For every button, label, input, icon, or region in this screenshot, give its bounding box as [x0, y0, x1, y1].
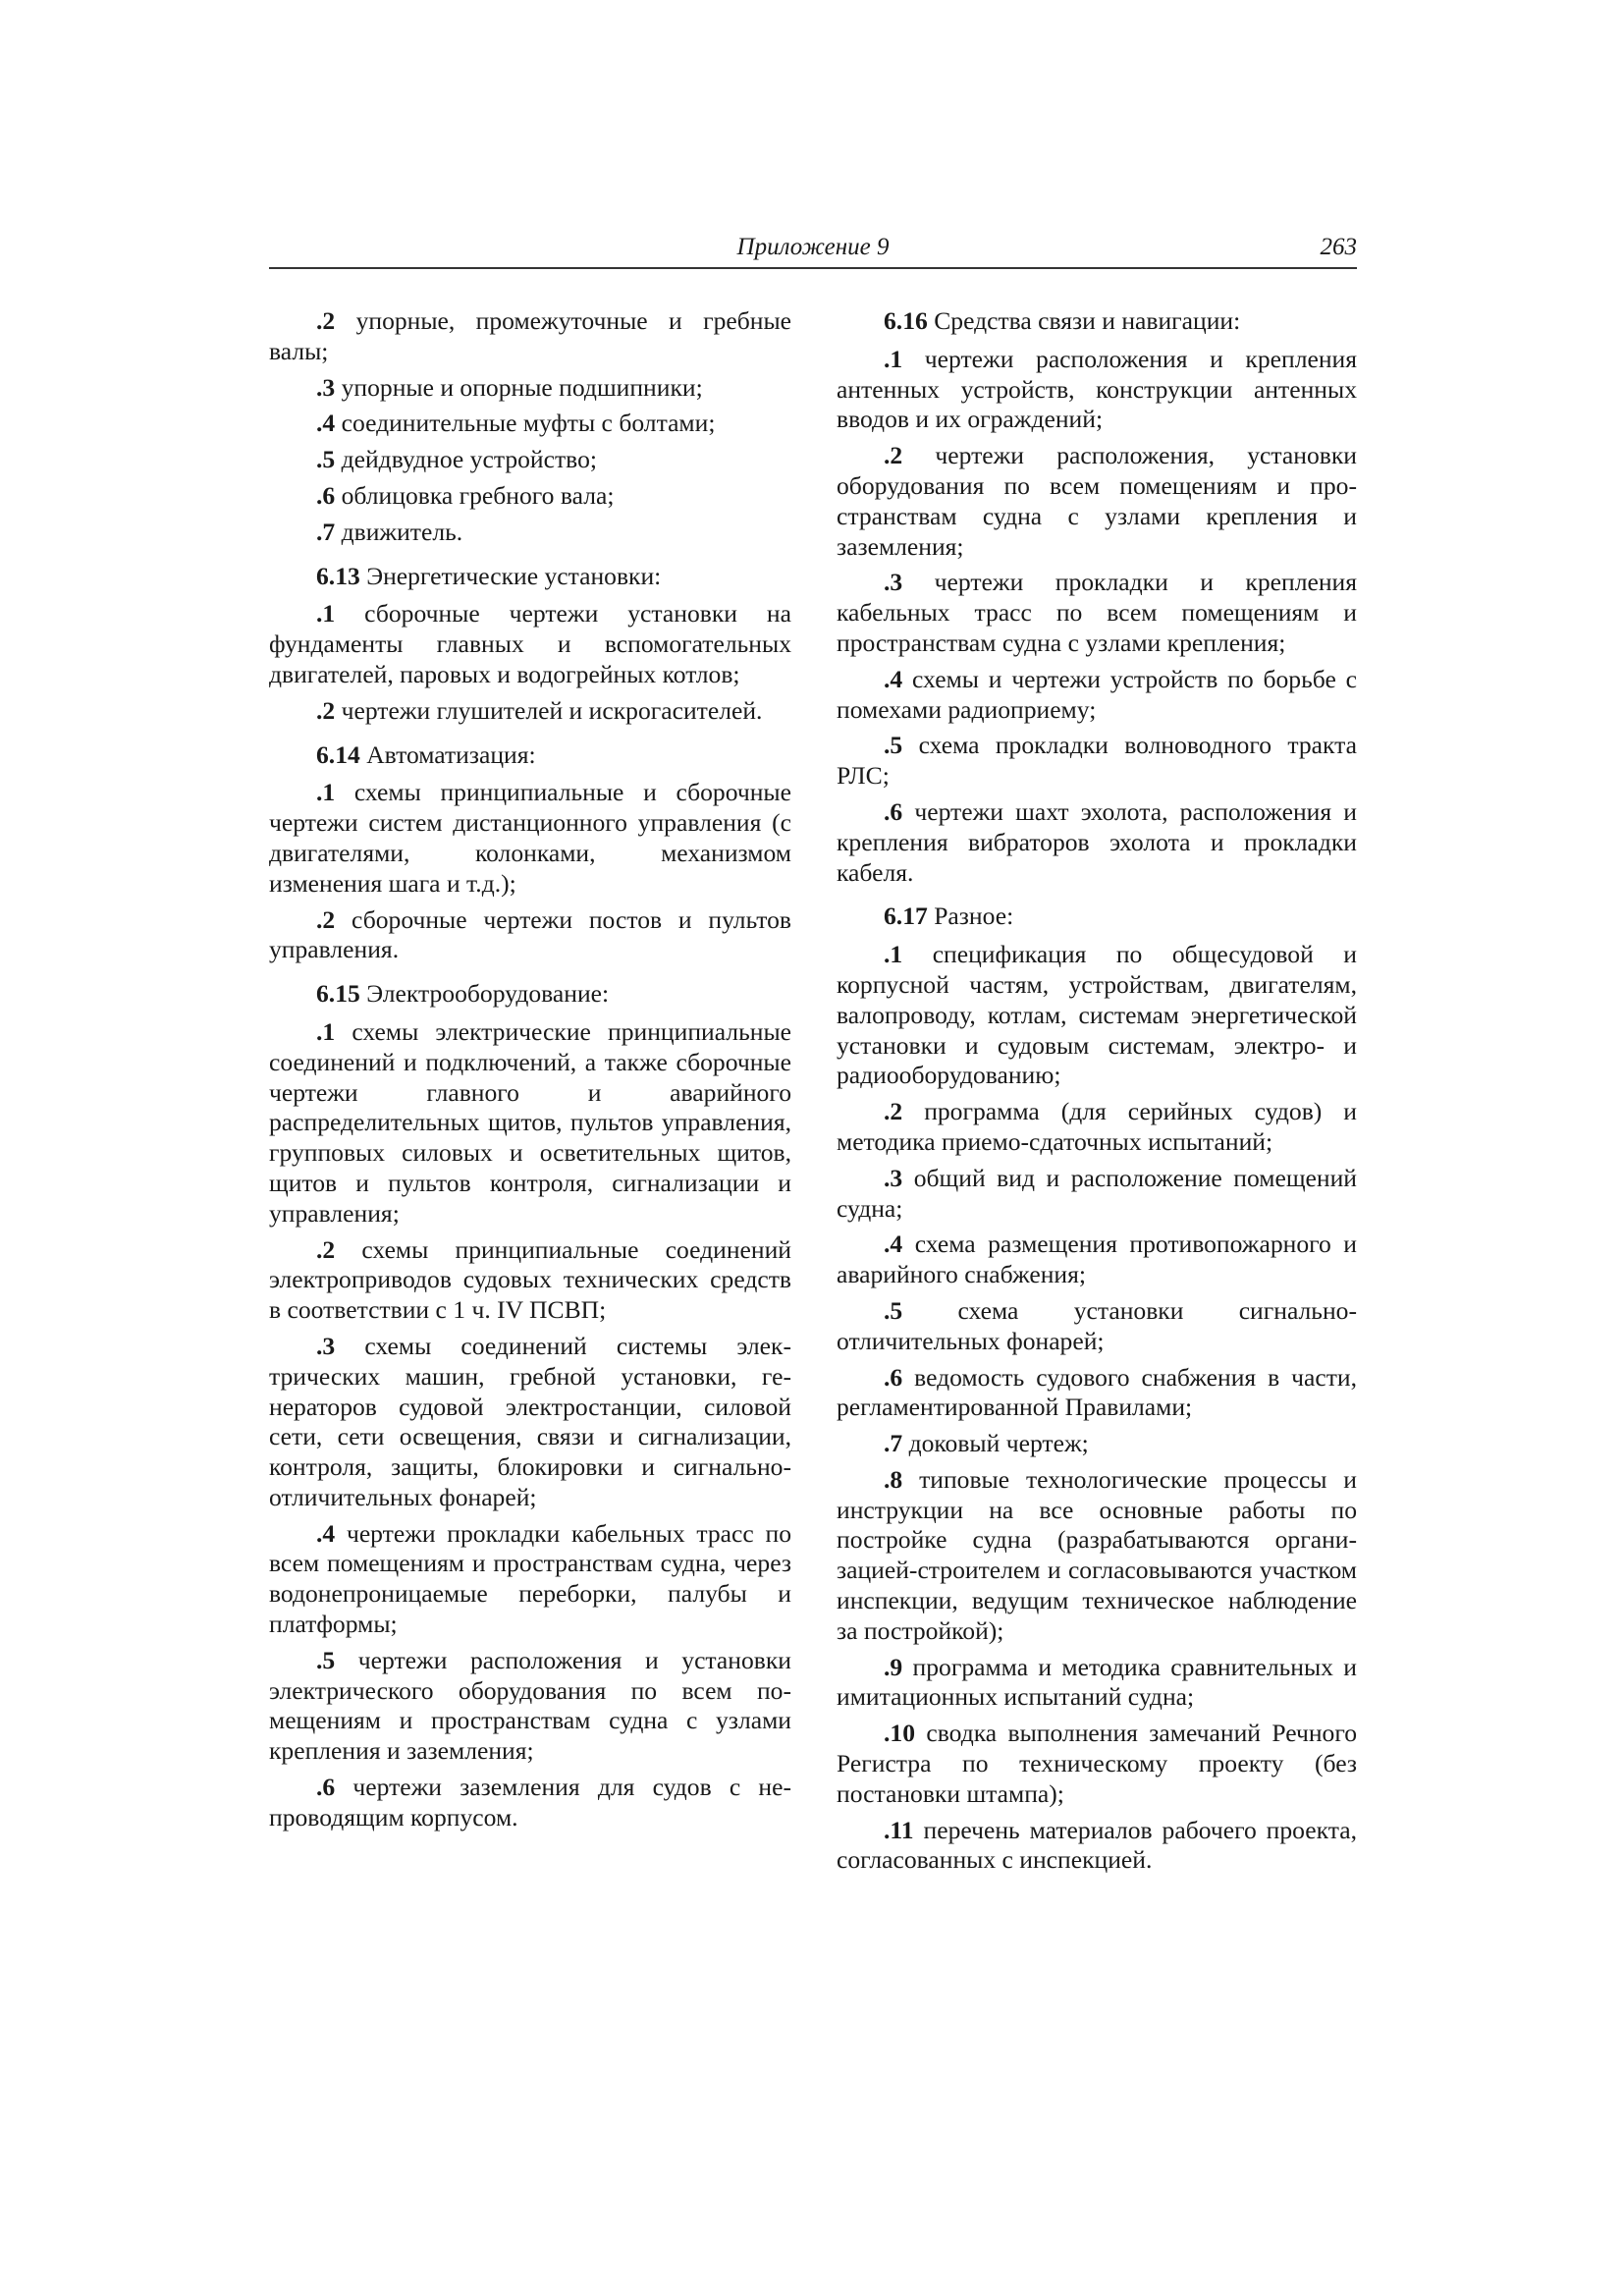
item-number: .1	[316, 599, 336, 629]
item-text: общий вид и расположение помещений судна;	[837, 1163, 1357, 1223]
running-header	[269, 234, 1357, 269]
list-item	[837, 568, 1357, 658]
list-item	[837, 1429, 1357, 1459]
list-item	[837, 1653, 1357, 1714]
list-item	[837, 797, 1357, 888]
item-text: облицовка гребного вала;	[335, 480, 615, 510]
item-text: упорные, промежуточные и гребные валы;	[269, 306, 791, 365]
item-number: .5	[884, 1295, 903, 1325]
left-column	[269, 306, 791, 1839]
section-heading	[837, 902, 1357, 932]
item-number: .6	[316, 1773, 336, 1802]
list-item	[269, 373, 791, 404]
item-text: чертежи глушителей и искрогасителей.	[335, 695, 763, 725]
list-item	[837, 1719, 1357, 1809]
list-item	[269, 445, 791, 475]
list-item	[837, 1465, 1357, 1647]
item-text: чертежи расположения и установки электрического оборудования по всем помещениям и пространствам судна с узлами крепления и заземления;	[269, 1645, 791, 1766]
header-title: Приложение 9	[736, 234, 890, 260]
item-number: .10	[884, 1719, 915, 1748]
item-number: .4	[316, 1518, 336, 1548]
item-text: спецификация по общесудовой и корпусной частям, устройствам, двигателям, валопроводу, котлам, системам энергетической установки и судовым системам, электро- и радиооборудованию;	[837, 940, 1357, 1090]
item-number: .5	[316, 1645, 336, 1674]
item-number: .6	[884, 1362, 903, 1392]
section-heading	[269, 979, 791, 1010]
item-text: типовые технологические процессы и инструкции на все основные работы по постройке судна (разрабатываются организацией-строителем и согласовываются участком инспекции, ведущим техническое наблюдение за постройкой);	[837, 1464, 1357, 1645]
item-text: схема прокладки волноводного тракта РЛС;	[837, 731, 1357, 791]
item-text: схемы соединений системы электрических машин, гребной установки, генераторов судовой электростанции, силовой сети, сети освещения, связи и сигнализации, контроля, защиты, блокировки и сигнально-отличительных фонарей;	[269, 1331, 791, 1511]
item-number: .2	[316, 306, 336, 335]
item-text: схемы электрические принципиальные соединений и подключений, а также сборочные чертежи главного и аварийного распределительных щитов, пультов управления, групповых силовых и осветительных щитов, щитов и пультов контроля, сигнализации и управления;	[269, 1016, 791, 1228]
item-text: чертежи прокладки кабельных трасс по всем помещениям и пространствам судна, через водонепроницаемые переборки, палубы и платформы;	[269, 1518, 791, 1639]
list-item	[837, 1363, 1357, 1424]
list-item	[269, 1773, 791, 1833]
list-item	[837, 1164, 1357, 1225]
item-text: чертежи расположения и крепления антенных устройств, конструкции антенных вводов и их ограждений;	[837, 344, 1357, 434]
section-heading	[837, 306, 1357, 337]
item-text: ведомость судового снабжения в части, регламентированной Правилами;	[837, 1362, 1357, 1422]
item-number: .3	[884, 568, 903, 597]
item-number: .1	[884, 940, 903, 969]
section-title: Электрооборудование:	[359, 979, 610, 1009]
item-text: чертежи шахт эхолота, расположения и крепления вибраторов эхолота и прокладки кабеля.	[837, 796, 1357, 887]
item-text: чертежи расположения, установки оборудования по всем помещениям и пространствам судна с узлами крепления и заземления;	[837, 441, 1357, 561]
list-item	[837, 1816, 1357, 1877]
item-number: .11	[884, 1815, 914, 1844]
list-item	[837, 940, 1357, 1091]
item-text: сводка выполнения замечаний Речного Регистра по техническому проекту (без постановки штампа);	[837, 1719, 1357, 1808]
item-number: .7	[316, 517, 336, 546]
item-text: схема размещения противопожарного и аварийного снабжения;	[837, 1230, 1357, 1289]
item-number: .4	[884, 664, 903, 693]
item-number: .4	[316, 409, 336, 438]
item-text: движитель.	[335, 517, 463, 546]
list-item	[269, 518, 791, 548]
item-text: доковый чертеж;	[902, 1429, 1089, 1458]
list-item	[269, 1332, 791, 1513]
item-number: .5	[316, 445, 336, 474]
list-item	[837, 345, 1357, 435]
list-item	[269, 1235, 791, 1326]
item-number: .1	[316, 778, 336, 807]
item-number: .6	[316, 480, 336, 510]
list-item	[837, 731, 1357, 792]
item-number: .9	[884, 1652, 903, 1681]
item-text: чертежи прокладки и крепления кабельных трасс по всем помещениям и пространствам судна с узлами крепления;	[837, 568, 1357, 657]
item-number: .2	[884, 1097, 903, 1126]
item-text: схема установки сигнально-отличительных фонарей;	[837, 1295, 1357, 1355]
list-item	[837, 665, 1357, 726]
list-item	[837, 441, 1357, 562]
item-text: соединительные муфты с болтами;	[335, 409, 716, 438]
list-item	[837, 1097, 1357, 1158]
item-text: схемы принципиальные соединений электроприводов судовых технических средств в соответствии с 1 ч. IV ПСВП;	[269, 1234, 791, 1325]
item-number: .3	[316, 372, 336, 402]
right-column	[837, 306, 1357, 1882]
item-number: .2	[316, 1234, 336, 1264]
item-text: перечень материалов рабочего проекта, согласованных с инспекцией.	[837, 1815, 1357, 1875]
list-item	[269, 1017, 791, 1230]
item-number: .2	[316, 695, 336, 725]
section-title: Средства связи и навигации:	[927, 306, 1241, 335]
list-item	[837, 1296, 1357, 1357]
page-number: 263	[1320, 234, 1357, 260]
item-number: .6	[884, 796, 903, 826]
section-title: Разное:	[927, 902, 1014, 931]
section-heading	[269, 740, 791, 771]
item-number: .3	[316, 1331, 336, 1360]
item-text: сборочные чертежи постов и пультов управления.	[269, 904, 791, 964]
list-item	[269, 481, 791, 512]
section-number: 6.13	[316, 561, 360, 590]
item-number: .1	[884, 344, 903, 373]
item-number: .8	[884, 1464, 903, 1494]
section-number: 6.16	[884, 306, 928, 335]
list-item	[269, 306, 791, 367]
item-text: чертежи заземления для судов с непроводящим корпусом.	[269, 1773, 791, 1831]
section-number: 6.17	[884, 902, 928, 931]
section-number: 6.14	[316, 739, 360, 769]
item-number: .1	[316, 1016, 336, 1046]
item-number: .2	[884, 441, 903, 470]
item-text: схемы и чертежи устройств по борьбе с помехами радиоприему;	[837, 664, 1357, 724]
list-item	[269, 1646, 791, 1767]
section-number: 6.15	[316, 979, 360, 1009]
item-number: .4	[884, 1230, 903, 1259]
section-heading	[269, 562, 791, 592]
list-item	[269, 778, 791, 899]
item-number: .7	[884, 1429, 903, 1458]
item-text: дейдвудное устройство;	[335, 445, 597, 474]
item-number: .5	[884, 731, 903, 760]
section-title: Энергетические установки:	[359, 561, 662, 590]
item-text: программа и методика сравнительных и имитационных испытаний судна;	[837, 1652, 1357, 1712]
list-item	[269, 696, 791, 727]
item-number: .3	[884, 1163, 903, 1192]
list-item	[269, 1519, 791, 1640]
list-item	[837, 1230, 1357, 1290]
item-text: схемы принципиальные и сборочные чертежи систем дистанционного управления (с двигателями, колонками, механизмом изменения шага и т.д.);	[269, 778, 791, 898]
item-text: сборочные чертежи установки на фундаменты главных и вспомогательных двигателей, паровых и водогрейных котлов;	[269, 599, 791, 688]
list-item	[269, 409, 791, 439]
item-number: .2	[316, 904, 336, 934]
item-text: программа (для серийных судов) и методика приемо-сдаточных испытаний;	[837, 1097, 1357, 1156]
list-item	[269, 599, 791, 689]
section-title: Автоматизация:	[359, 739, 536, 769]
item-text: упорные и опорные подшипники;	[335, 372, 703, 402]
list-item	[269, 905, 791, 966]
